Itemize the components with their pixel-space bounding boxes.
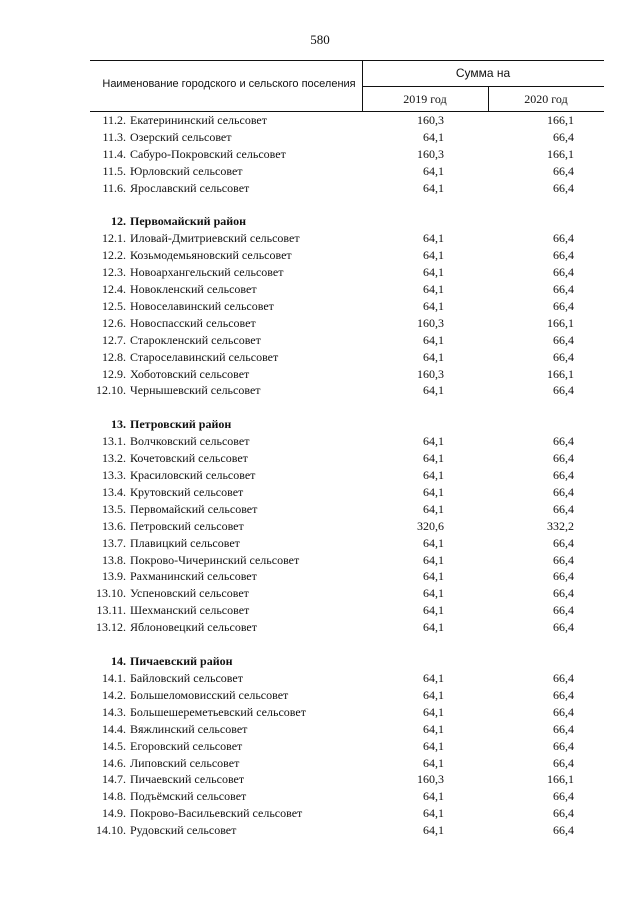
table-row (0, 281, 640, 298)
row-name: Кочетовский сельсовет (130, 451, 248, 466)
header-top-border (90, 60, 604, 61)
row-value-2020: 66,4 (553, 620, 574, 635)
row-value-2019: 64,1 (423, 163, 444, 178)
row-name: Новокленский сельсовет (130, 282, 257, 297)
row-value-2019: 64,1 (423, 383, 444, 398)
district-title: Первомайский район (130, 214, 247, 229)
row-name: Волчковский сельсовет (130, 434, 250, 449)
table-row (0, 670, 640, 687)
row-value-2020: 66,4 (553, 332, 574, 347)
row-name: Чернышевский сельсовет (130, 383, 261, 398)
table-row (0, 129, 640, 146)
row-value-2020: 66,4 (553, 552, 574, 567)
row-value-2019: 64,1 (423, 687, 444, 702)
row-value-2020: 66,4 (553, 501, 574, 516)
table-row (0, 552, 640, 569)
row-number: 12.4. (102, 282, 126, 297)
row-number: 13.1. (102, 434, 126, 449)
header-mid-border (362, 86, 604, 87)
row-number: 14.2. (102, 687, 126, 702)
table-row (0, 230, 640, 247)
row-value-2019: 64,1 (423, 704, 444, 719)
row-name: Рудовский сельсовет (130, 823, 237, 838)
row-name: Покрово-Чичеринский сельсовет (130, 552, 300, 567)
table-row (0, 687, 640, 704)
row-name: Новоархангельский сельсовет (130, 265, 284, 280)
row-number: 13.11. (96, 603, 126, 618)
row-number: 13.9. (102, 569, 126, 584)
row-number: 14.6. (102, 755, 126, 770)
table-row (0, 585, 640, 602)
section-gap (0, 399, 640, 416)
row-name: Петровский сельсовет (130, 518, 244, 533)
row-number: 14.4. (102, 721, 126, 736)
row-value-2019: 320,6 (417, 518, 444, 533)
row-number: 11.5. (102, 163, 126, 178)
row-value-2020: 66,4 (553, 129, 574, 144)
row-value-2020: 66,4 (553, 349, 574, 364)
row-value-2020: 66,4 (553, 738, 574, 753)
row-name: Старокленский сельсовет (130, 332, 261, 347)
row-value-2019: 64,1 (423, 569, 444, 584)
table-row (0, 619, 640, 636)
table-row (0, 349, 640, 366)
row-number: 12.7. (102, 332, 126, 347)
row-number: 13.12. (96, 620, 126, 635)
row-name: Иловай-Дмитриевский сельсовет (130, 231, 300, 246)
row-number: 14.9. (102, 806, 126, 821)
row-value-2020: 66,4 (553, 721, 574, 736)
district-title: Пичаевский район (130, 654, 233, 669)
row-value-2020: 66,4 (553, 755, 574, 770)
row-value-2020: 66,4 (553, 671, 574, 686)
table-row (0, 264, 640, 281)
row-name: Сабуро-Покровский сельсовет (130, 146, 286, 161)
header-year-2019: 2019 год (403, 92, 447, 106)
row-number: 14.5. (102, 738, 126, 753)
section-gap (0, 196, 640, 213)
row-number: 14.1. (102, 671, 126, 686)
table-row (0, 484, 640, 501)
row-name: Плавицкий сельсовет (130, 535, 240, 550)
row-value-2019: 64,1 (423, 535, 444, 550)
row-number: 13.5. (102, 501, 126, 516)
row-value-2019: 64,1 (423, 806, 444, 821)
row-name: Покрово-Васильевский сельсовет (130, 806, 303, 821)
row-value-2019: 64,1 (423, 129, 444, 144)
row-number: 13.8. (102, 552, 126, 567)
table-row (0, 501, 640, 518)
row-value-2020: 166,1 (547, 772, 574, 787)
row-name: Ярославский сельсовет (130, 180, 250, 195)
row-value-2019: 64,1 (423, 552, 444, 567)
row-value-2019: 64,1 (423, 603, 444, 618)
table-row (0, 568, 640, 585)
row-value-2019: 160,3 (417, 315, 444, 330)
row-value-2020: 66,4 (553, 282, 574, 297)
row-number: 11.3. (102, 129, 126, 144)
row-value-2020: 166,1 (547, 113, 574, 127)
row-value-2020: 66,4 (553, 535, 574, 550)
row-value-2020: 66,4 (553, 265, 574, 280)
row-number: 12.3. (102, 265, 126, 280)
row-value-2020: 66,4 (553, 180, 574, 195)
row-number: 13.6. (102, 518, 126, 533)
row-value-2019: 64,1 (423, 468, 444, 483)
row-value-2019: 64,1 (423, 823, 444, 838)
row-name: Хоботовский сельсовет (130, 366, 250, 381)
table-row (0, 721, 640, 738)
row-value-2019: 160,3 (417, 146, 444, 161)
row-value-2019: 64,1 (423, 265, 444, 280)
row-value-2019: 64,1 (423, 248, 444, 263)
district-number: 12. (111, 214, 126, 229)
table-row (0, 382, 640, 399)
row-name: Липовский сельсовет (130, 755, 240, 770)
row-value-2019: 64,1 (423, 671, 444, 686)
row-value-2020: 66,4 (553, 383, 574, 398)
row-name: Крутовский сельсовет (130, 485, 244, 500)
table-row (0, 315, 640, 332)
row-name: Вяжлинский сельсовет (130, 721, 248, 736)
row-name: Байловский сельсовет (130, 671, 243, 686)
row-name: Староселавинский сельсовет (130, 349, 279, 364)
row-number: 11.6. (102, 180, 126, 195)
row-number: 13.7. (102, 535, 126, 550)
row-name: Пичаевский сельсовет (130, 772, 245, 787)
row-number: 13.10. (96, 586, 126, 601)
table-row (0, 755, 640, 772)
table-row (0, 112, 640, 129)
row-name: Большешереметьевский сельсовет (130, 704, 306, 719)
row-name: Подъёмский сельсовет (130, 789, 247, 804)
row-name: Егоровский сельсовет (130, 738, 243, 753)
row-value-2020: 66,4 (553, 299, 574, 314)
row-value-2019: 64,1 (423, 738, 444, 753)
page-number: 580 (310, 32, 330, 47)
row-value-2019: 64,1 (423, 620, 444, 635)
district-title: Петровский район (130, 417, 232, 432)
row-number: 12.6. (102, 315, 126, 330)
row-value-2019: 64,1 (423, 349, 444, 364)
district-heading (0, 213, 640, 230)
row-value-2020: 66,4 (553, 806, 574, 821)
row-value-2020: 66,4 (553, 248, 574, 263)
table-row (0, 332, 640, 349)
table-row (0, 433, 640, 450)
row-value-2020: 66,4 (553, 687, 574, 702)
header-year-2020: 2020 год (524, 92, 568, 106)
row-name: Новоспасский сельсовет (130, 315, 256, 330)
row-value-2019: 64,1 (423, 501, 444, 516)
row-value-2019: 64,1 (423, 586, 444, 601)
row-value-2020: 66,4 (553, 434, 574, 449)
row-name: Большеломовисский сельсовет (130, 687, 289, 702)
table-header (90, 60, 604, 112)
table-row (0, 602, 640, 619)
header-name-column: Наименование городского и сельского поселения (102, 78, 356, 90)
row-value-2020: 66,4 (553, 163, 574, 178)
row-name: Красиловский сельсовет (130, 468, 256, 483)
table-row (0, 805, 640, 822)
row-number: 13.4. (102, 485, 126, 500)
row-value-2020: 66,4 (553, 603, 574, 618)
table-row (0, 822, 640, 839)
row-value-2020: 166,1 (547, 366, 574, 381)
row-number: 12.10. (96, 383, 126, 398)
table-body (0, 112, 640, 839)
row-value-2019: 64,1 (423, 180, 444, 195)
row-number: 12.5. (102, 299, 126, 314)
row-name: Яблоновецкий сельсовет (130, 620, 257, 635)
row-value-2019: 64,1 (423, 755, 444, 770)
table-row (0, 146, 640, 163)
row-value-2020: 166,1 (547, 146, 574, 161)
row-name: Рахманинский сельсовет (130, 569, 257, 584)
row-number: 11.2. (102, 113, 126, 127)
table-row (0, 788, 640, 805)
table-row (0, 771, 640, 788)
row-name: Екатерининский сельсовет (130, 113, 268, 127)
row-value-2019: 160,3 (417, 366, 444, 381)
row-value-2019: 64,1 (423, 231, 444, 246)
row-value-2020: 66,4 (553, 789, 574, 804)
section-gap (0, 636, 640, 653)
table-row (0, 738, 640, 755)
row-name: Успеновский сельсовет (130, 586, 249, 601)
row-value-2020: 66,4 (553, 586, 574, 601)
row-value-2019: 64,1 (423, 485, 444, 500)
table-row (0, 535, 640, 552)
district-number: 14. (111, 654, 126, 669)
table-row (0, 704, 640, 721)
table-row (0, 518, 640, 535)
row-number: 14.8. (102, 789, 126, 804)
row-number: 14.3. (102, 704, 126, 719)
row-number: 12.1. (102, 231, 126, 246)
table-row (0, 163, 640, 180)
district-heading (0, 416, 640, 433)
row-value-2020: 66,4 (553, 485, 574, 500)
row-value-2019: 64,1 (423, 299, 444, 314)
table-row (0, 467, 640, 484)
row-number: 12.8. (102, 349, 126, 364)
table-row (0, 180, 640, 197)
row-value-2020: 66,4 (553, 704, 574, 719)
row-value-2020: 332,2 (547, 518, 574, 533)
row-number: 13.2. (102, 451, 126, 466)
row-value-2020: 66,4 (553, 468, 574, 483)
row-name: Юрловский сельсовет (130, 163, 243, 178)
row-value-2019: 64,1 (423, 789, 444, 804)
row-value-2020: 66,4 (553, 231, 574, 246)
row-value-2019: 64,1 (423, 721, 444, 736)
header-sum-column: Сумма на (455, 66, 511, 80)
row-number: 11.4. (102, 146, 126, 161)
row-number: 12.9. (102, 366, 126, 381)
row-value-2020: 66,4 (553, 451, 574, 466)
row-value-2019: 64,1 (423, 451, 444, 466)
row-value-2020: 66,4 (553, 823, 574, 838)
row-value-2019: 160,3 (417, 113, 444, 127)
district-number: 13. (111, 417, 126, 432)
row-value-2020: 66,4 (553, 569, 574, 584)
table-row (0, 247, 640, 264)
row-name: Новоселавинский сельсовет (130, 299, 274, 314)
row-value-2019: 160,3 (417, 772, 444, 787)
row-name: Озерский сельсовет (130, 129, 232, 144)
row-value-2019: 64,1 (423, 282, 444, 297)
table-row (0, 366, 640, 383)
row-number: 12.2. (102, 248, 126, 263)
table-row (0, 298, 640, 315)
row-value-2019: 64,1 (423, 332, 444, 347)
row-name: Первомайский сельсовет (130, 501, 258, 516)
row-number: 13.3. (102, 468, 126, 483)
row-value-2019: 64,1 (423, 434, 444, 449)
row-number: 14.10. (96, 823, 126, 838)
row-value-2020: 166,1 (547, 315, 574, 330)
row-name: Козьмодемьяновский сельсовет (130, 248, 292, 263)
row-number: 14.7. (102, 772, 126, 787)
row-name: Шехманский сельсовет (130, 603, 250, 618)
table-row (0, 450, 640, 467)
district-heading (0, 653, 640, 670)
